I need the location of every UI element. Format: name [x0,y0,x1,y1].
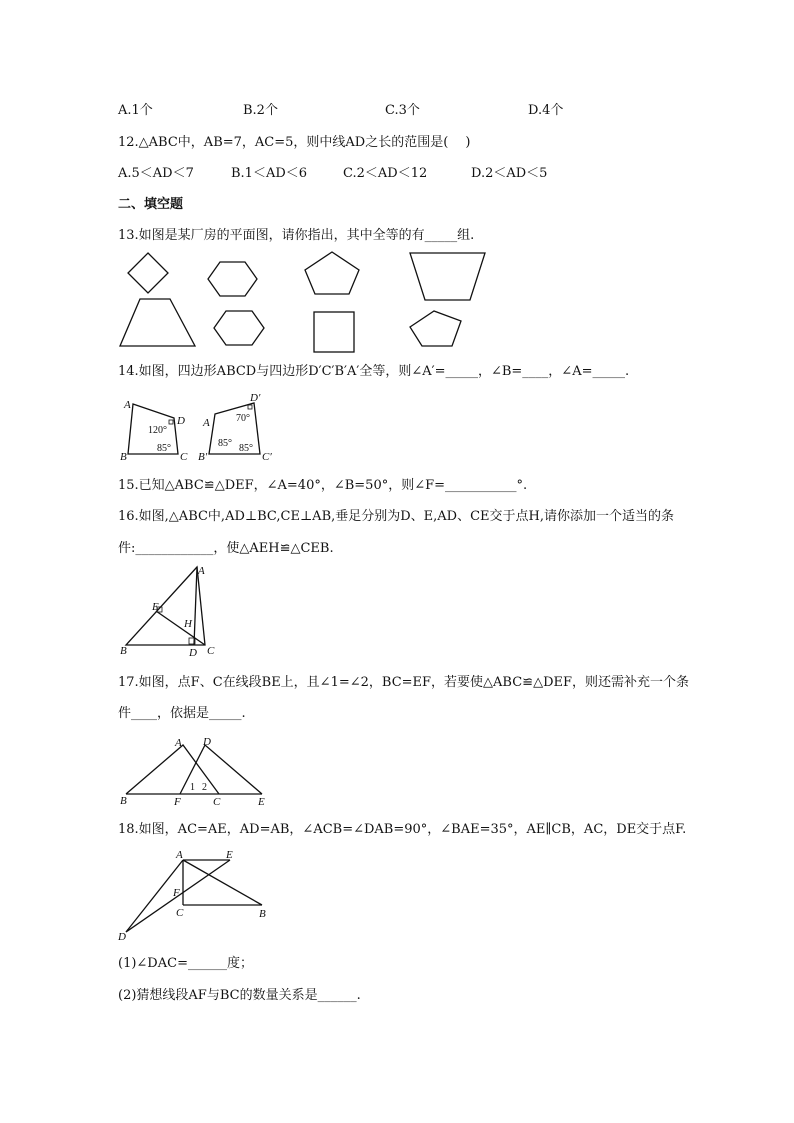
q16-line2: 件:____________，使△AEH≌△CEB. [118,541,334,556]
q16-line1: 16.如图,△ABC中,AD⊥BC,CE⊥AB,垂足分别为D、E,AD、CE交于点H,请你添加一个适当的条 [118,509,675,524]
q17-angle-2: 2 [202,782,207,793]
q13-text: 13.如图是某厂房的平面图，请你指出，其中全等的有_____组. [118,228,475,243]
q17-label-E: E [258,796,265,808]
q16-label-B: B [120,645,127,657]
q12-option-c: C.2＜AD＜12 [343,166,428,181]
q18-label-F: F [173,887,180,899]
q14-label-D2: D′ [250,392,261,404]
q18-label-E: E [226,849,233,861]
q12-stem: 12.△ABC中，AB=7，AC=5，则中线AD之长的范围是( ) [118,135,471,150]
q14-angle-85-b: 85° [239,443,253,454]
q12-option-b: B.1＜AD＜6 [231,166,308,181]
q12-option-d: D.2＜AD＜5 [471,166,548,181]
q18-label-A: A [176,849,183,861]
q11-option-a: A.1个 [118,103,153,118]
q14-label-A: A [124,399,131,411]
q14-angle-120: 120° [148,425,167,436]
q17-angle-1: 1 [190,782,195,793]
q11-option-c: C.3个 [385,103,420,118]
q16-label-E: E [152,601,159,613]
q14-label-C: C [180,451,188,463]
q16-label-C: C [207,645,215,657]
q17-label-A: A [175,737,182,749]
q14-label-C2: C′ [262,451,272,463]
q18-segment-ab [183,860,262,905]
q16-label-H: H [184,618,192,630]
q14-angle-85-a: 85° [218,438,232,449]
q18-label-C: C [176,907,184,919]
q16-label-D: D [189,647,197,659]
q15-text: 15.已知△ABC≌△DEF，∠A=40°，∠B=50°，则∠F=___________°. [118,478,528,493]
q18-part1: (1)∠DAC=______度； [118,956,253,971]
q14-angle-70: 70° [236,413,250,424]
q16-label-A: A [198,565,205,577]
q14-label-A2: A [203,417,210,429]
q17-label-B: B [120,795,127,807]
q18-label-D: D [118,931,126,943]
q17-line2: 件____，依据是_____. [118,706,246,721]
q17-label-D: D [203,736,211,748]
q18-part2: (2)猜想线段AF与BC的数量关系是______. [118,988,361,1003]
q14-label-B: B [120,451,127,463]
q18-label-B: B [259,908,266,920]
q14-label-B2: B′ [198,451,208,463]
q17-label-F: F [174,796,181,808]
q12-option-a: A.5＜AD＜7 [118,166,194,181]
q14-text: 14.如图，四边形ABCD与四边形D′C′B′A′全等，则∠A′=_____，∠B=____，∠A=_____. [118,364,630,379]
q11-option-d: D.4个 [528,103,564,118]
q14-label-D: D [177,415,185,427]
q17-label-C: C [213,796,221,808]
q18-text: 18.如图，AC=AE，AD=AB，∠ACB=∠DAB=90°，∠BAE=35°，AE∥CB，AC，DE交于点F. [118,822,687,837]
q11-option-b: B.2个 [243,103,278,118]
section-title: 二、填空题 [118,197,184,212]
q17-line1: 17.如图，点F、C在线段BE上，且∠1=∠2，BC=EF，若要使△ABC≌△DEF，则还需补充一个条 [118,675,689,690]
q14-angle-85-left: 85° [157,443,171,454]
